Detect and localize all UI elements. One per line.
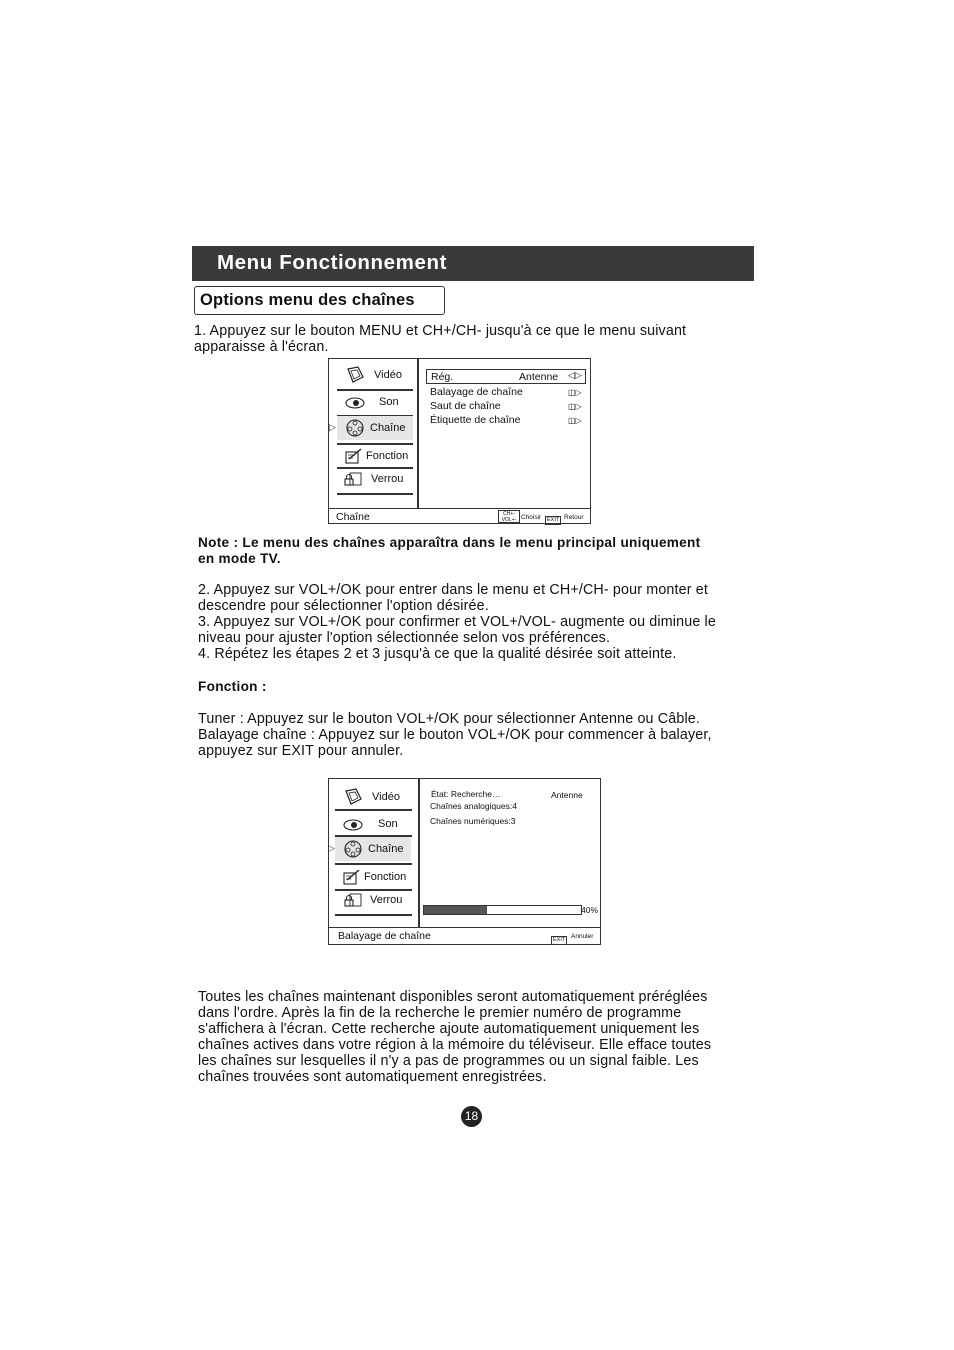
intro-line-1: 1. Appuyez sur le bouton MENU et CH+/CH- jusqu'à ce que le menu suivant (194, 323, 687, 339)
sidebar-item-video (329, 787, 417, 809)
lock-icon (343, 891, 363, 909)
sidebar-item-sound (329, 814, 417, 836)
page-header-bar (192, 246, 754, 281)
digital-count: Chaînes numériques:3 (430, 816, 516, 826)
selection-arrow-icon: ▷ (328, 843, 335, 853)
fonction-line: Tuner : Appuyez sur le bouton VOL+/OK pour sélectionner Antenne ou Câble. (198, 711, 700, 727)
sidebar-item-label: Son (378, 818, 398, 830)
sidebar-underline (335, 863, 412, 865)
section-title-box (194, 286, 445, 315)
sidebar-item-sound (329, 392, 417, 414)
sidebar-item-label: Fonction (366, 450, 409, 462)
channel-icon (345, 419, 365, 437)
key-label: VOL+- (501, 517, 517, 523)
option-row-region (426, 369, 586, 384)
function-icon (341, 868, 361, 886)
sidebar-item-lock (329, 469, 417, 491)
option-label: Rég. (431, 371, 454, 383)
section-title: Options menu des chaînes (200, 291, 415, 309)
sidebar-item-channel (329, 418, 417, 440)
sidebar-item-label: Chaîne (368, 843, 404, 855)
option-channel-skip: Saut de chaîne (430, 400, 501, 412)
sidebar-item-label: Chaîne (370, 422, 406, 434)
sidebar-underline (337, 443, 413, 445)
menu-footer-title: Balayage de chaîne (338, 930, 431, 942)
sidebar-item-label: Fonction (364, 871, 407, 883)
selection-arrow-icon: ▷ (329, 422, 336, 432)
menu-footer-line (329, 508, 590, 509)
closing-line: Toutes les chaînes maintenant disponibles seront automatiquement préréglées (198, 989, 708, 1005)
sidebar-item-label: Verrou (371, 473, 404, 485)
analog-count: Chaînes analogiques:4 (430, 801, 517, 811)
sidebar-item-channel (329, 839, 417, 861)
lock-icon (343, 470, 363, 488)
closing-line: dans l'ordre. Après la fin de la recherche le premier numéro de programme (198, 1005, 682, 1021)
page-title: Menu Fonctionnement (217, 251, 448, 274)
sidebar-underline (337, 389, 413, 391)
note-line-1: Note : Le menu des chaînes apparaîtra dans le menu principal uniquement (198, 535, 701, 550)
option-channel-scan: Balayage de chaîne (430, 386, 523, 398)
function-icon (343, 447, 363, 465)
enter-arrow-icon: ◫▷ (568, 416, 582, 425)
step-line: niveau pour ajuster l'option sélectionnée selon vos préférences. (198, 630, 611, 646)
step-line: 3. Appuyez sur VOL+/OK pour confirmer et VOL+/VOL- augmente ou diminue le (198, 614, 716, 630)
footer-cancel-label: Annuler (571, 933, 594, 940)
step-line: descendre pour sélectionner l'option désirée. (198, 598, 489, 614)
menu-footer-title: Chaîne (336, 511, 370, 523)
fonction-line: Balayage chaîne : Appuyez sur le bouton VOL+/OK pour commencer à balayer, (198, 727, 712, 743)
fonction-line: appuyez sur EXIT pour annuler. (198, 743, 404, 759)
sidebar-item-label: Son (379, 396, 399, 408)
sidebar-underline (335, 914, 412, 916)
ch-vol-key-icon (498, 510, 520, 523)
menu-divider (417, 359, 419, 508)
scan-progress-bar (423, 905, 582, 915)
option-value: Antenne (519, 371, 559, 383)
video-icon (345, 366, 365, 384)
closing-line: s'affichera à l'écran. Cette recherche ajoute automatiquement uniquement les (198, 1021, 700, 1037)
sidebar-item-label: Vidéo (374, 369, 402, 381)
enter-arrow-icon: ◫▷ (568, 402, 582, 411)
fonction-heading: Fonction : (198, 679, 267, 694)
sidebar-item-video (329, 365, 417, 387)
exit-key-icon: EXIT (553, 937, 566, 943)
scan-source: Antenne (551, 790, 583, 800)
option-channel-label: Étiquette de chaîne (430, 414, 521, 426)
menu-divider (418, 779, 420, 927)
closing-line: les chaînes sur lesquelles il n'y a pas de programmes ou un signal faible. Les (198, 1053, 699, 1069)
sidebar-item-lock (329, 890, 417, 912)
left-right-arrows-icon: ◁▷ (568, 370, 582, 380)
sidebar-item-function (329, 446, 417, 468)
sound-icon (343, 815, 363, 833)
key-label: CH+- (503, 511, 515, 517)
step-line: 4. Répétez les étapes 2 et 3 jusqu'à ce que la qualité désirée soit atteinte. (198, 646, 677, 662)
sidebar-item-function (329, 867, 417, 889)
channel-icon (343, 840, 363, 858)
sidebar-item-label: Vidéo (372, 791, 400, 803)
sidebar-underline (335, 809, 412, 811)
closing-line: chaînes actives dans votre région à la mémoire du téléviseur. Elle efface toutes (198, 1037, 712, 1053)
sidebar-item-label: Verrou (370, 894, 403, 906)
progress-label: 40% (581, 905, 599, 915)
intro-line-2: apparaisse à l'écran. (194, 339, 329, 355)
closing-line: chaînes trouvées sont automatiquement enregistrées. (198, 1069, 547, 1085)
scan-status: État: Recherche… (431, 789, 501, 799)
progress-fill (424, 906, 487, 914)
video-icon (343, 788, 363, 806)
enter-arrow-icon: ◫▷ (568, 388, 582, 397)
channel-menu-screenshot (328, 358, 591, 524)
step-line: 2. Appuyez sur VOL+/OK pour entrer dans le menu et CH+/CH- pour monter et (198, 582, 709, 598)
page-number: 18 (461, 1106, 482, 1127)
menu-footer-line (329, 927, 600, 928)
sound-icon (345, 393, 365, 411)
exit-key-icon: EXIT (547, 517, 560, 523)
note-line-2: en mode TV. (198, 551, 281, 566)
footer-back-label: Retour (564, 514, 584, 521)
footer-choose-label: Choisir (521, 514, 542, 521)
sidebar-underline (337, 493, 413, 495)
channel-scan-screenshot (328, 778, 601, 945)
